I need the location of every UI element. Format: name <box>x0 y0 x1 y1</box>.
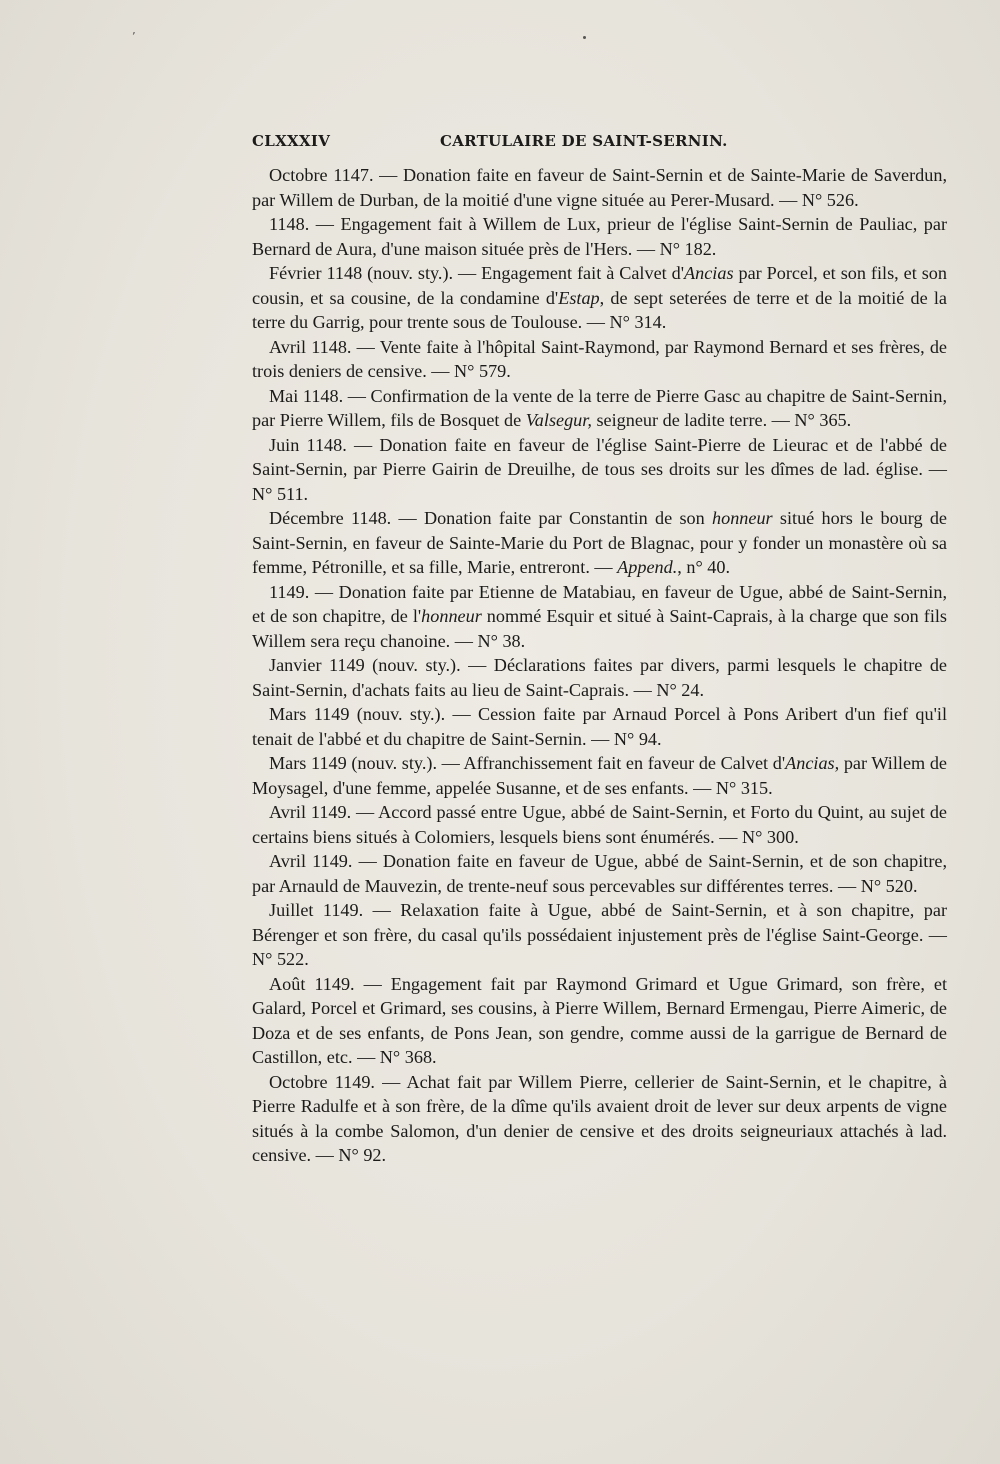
entry-text: — Donation faite par Etienne de Matabiau, en faveur de Ugue, abbé de Saint-Sernin, et de son chapitre, de l' <box>252 581 948 626</box>
entry-text: — Accord passé entre Ugue, abbé de Saint-Sernin, et Forto du Quint, au sujet de certains biens situés à Colomiers, lesquels biens sont énumérés. — N° 300. <box>252 802 948 847</box>
entry-date: Mars 1149 (nouv. sty.). <box>269 753 437 773</box>
entry-text: — Vente faite à l'hôpital Saint-Raymond, par Raymond Bernard et ses frères, de trois deniers de censive. — N° 579. <box>252 336 947 381</box>
entry-15 <box>252 972 947 1070</box>
entry-14 <box>252 898 947 972</box>
entry-1 <box>252 163 947 212</box>
entry-8 <box>252 580 947 654</box>
entry-3 <box>252 261 947 335</box>
entry-text: nommé Esquir et situé à Saint-Caprais, à la charge que son fils Willem sera reçu chanoine. — N° 38. <box>252 606 948 651</box>
entry-date: Octobre 1147. <box>269 165 374 185</box>
entry-10 <box>252 702 947 751</box>
entry-text: — Engagement fait par Raymond Grimard et Ugue Grimard, son frère, et Galard, Porcel et Grimard, ses cousins, à Pierre Willem, Bernard Ermengau, Pierre Aimeric, de Doza et de ses enfants, de Pons Jean, son gendre, comme aussi de la garrigue de Bernard de Castillon, etc. — N° 368. <box>252 973 947 1067</box>
entry-text: par Willem de Moysagel, d'une femme, appelée Susanne, et de ses enfants. — N° 315. <box>252 753 947 798</box>
entry-date: Avril 1149. <box>269 802 352 822</box>
entry-text: — Confirmation de la vente de la terre de Pierre Gasc au chapitre de Saint-Sernin, par Pierre Willem, fils de Bosquet de <box>252 385 948 430</box>
entry-text: par Porcel, et son fils, et son cousin, et sa cousine, de la condamine d' <box>252 263 947 308</box>
stray-dot <box>583 36 586 39</box>
entry-date: Avril 1148. <box>269 336 352 357</box>
entry-italic: Valsegur, <box>525 410 592 430</box>
page-header <box>252 132 947 158</box>
entry-16 <box>252 1070 947 1168</box>
entry-date: Février 1148 (nouv. sty.). <box>269 263 454 283</box>
entry-date: Juin 1148. <box>269 434 347 455</box>
entries-list <box>252 163 947 1168</box>
entry-12 <box>252 800 947 849</box>
entry-italic: honneur <box>712 508 773 528</box>
entry-date: Juillet 1149. <box>269 900 364 920</box>
entry-date: Mars 1149 (nouv. sty.). <box>269 704 446 724</box>
entry-2 <box>252 212 947 261</box>
entry-text: — Relaxation faite à Ugue, abbé de Saint-Sernin, et à son chapitre, par Bérenger et son frère, du casal qu'ils possédaient injustement près de l'église Saint-George. — N° 522. <box>252 900 948 969</box>
entry-text: , de sept seterées de terre et de la moitié de la terre du Garrig, pour trente sous de Toulouse. — N° 314. <box>252 287 947 332</box>
entry-7 <box>252 506 947 580</box>
entry-text: — Donation faite par Constantin de son <box>398 508 712 528</box>
entry-6 <box>252 433 947 507</box>
entry-text: seigneur de ladite terre. — N° 365. <box>591 410 852 430</box>
entry-text: — Affranchissement fait en faveur de Calvet d' <box>441 753 786 773</box>
entry-4 <box>252 335 947 384</box>
stray-mark: ’ <box>132 30 136 43</box>
entry-11 <box>252 751 947 800</box>
entry-italic: Estap <box>558 287 600 308</box>
entry-date: Janvier 1149 (nouv. sty.). <box>269 655 461 675</box>
entry-date: Octobre 1149. <box>269 1071 375 1092</box>
entry-date: 1148. <box>269 214 310 234</box>
entry-text: — Engagement fait à Willem de Lux, prieur de l'église Saint-Sernin de Pauliac, par Bernard de Aura, d'une maison située près de l'Hers. — N° 182. <box>252 214 948 259</box>
entry-text: , n° 40. <box>677 557 731 577</box>
entry-text: — Cession faite par Arnaud Porcel à Pons Aribert d'un fief qu'il tenait de l'abbé et du chapitre de Saint-Sernin. — N° 94. <box>252 704 947 749</box>
entry-text: — Donation faite en faveur de Saint-Sernin et de Sainte-Marie de Saverdun, par Willem de Durban, de la moitié d'une vigne située au Perer-Musard. — N° 526. <box>252 165 948 210</box>
entry-13 <box>252 849 947 898</box>
entry-5 <box>252 384 947 433</box>
entry-text: — Déclarations faites par divers, parmi lesquels le chapitre de Saint-Sernin, d'achats faits au lieu de Saint-Caprais. — N° 24. <box>252 655 948 700</box>
page-number: CLXXXIV <box>252 132 331 150</box>
running-title: CARTULAIRE DE SAINT-SERNIN. <box>440 132 728 150</box>
entry-text: — Achat fait par Willem Pierre, cellerier de Saint-Sernin, et le chapitre, à Pierre Radulfe et à son frère, de la dîme qu'ils avaient droit de lever sur deux arpents de vigne situés à la combe Salomon, d'un denier de censive et des droits seigneuriaux attachés à lad. censive. — N° 92. <box>252 1071 948 1165</box>
entry-italic: Ancias, <box>785 753 840 773</box>
entry-date: Mai 1148. <box>269 385 344 406</box>
entry-date: Août 1149. <box>269 973 355 994</box>
entry-9 <box>252 653 947 702</box>
entry-text: — Engagement fait à Calvet d' <box>458 263 685 283</box>
entry-italic: Ancias <box>684 263 734 283</box>
entry-italic: Append. <box>617 557 678 577</box>
entry-text: — Donation faite en faveur de Ugue, abbé de Saint-Sernin, et de son chapitre, par Arnauld de Mauvezin, de trente-neuf sous percevables sur différentes terres. — N° 520. <box>252 851 947 896</box>
entry-text: situé hors le bourg de Saint-Sernin, en faveur de Sainte-Marie du Port de Blagnac, pour y fonder un monastère où sa femme, Pétronille, et sa fille, Marie, entreront. — <box>252 508 948 577</box>
entry-text: — Donation faite en faveur de l'église Saint-Pierre de Lieurac et de l'abbé de Saint-Sernin, par Pierre Gairin de Dreuilhe, de tous ses droits sur les dîmes de lad. église. — N° 511. <box>252 434 947 504</box>
entry-italic: honneur <box>421 606 482 626</box>
entry-date: Avril 1149. <box>269 851 353 871</box>
entry-date: 1149. <box>269 581 310 602</box>
entry-date: Décembre 1148. <box>269 508 392 528</box>
